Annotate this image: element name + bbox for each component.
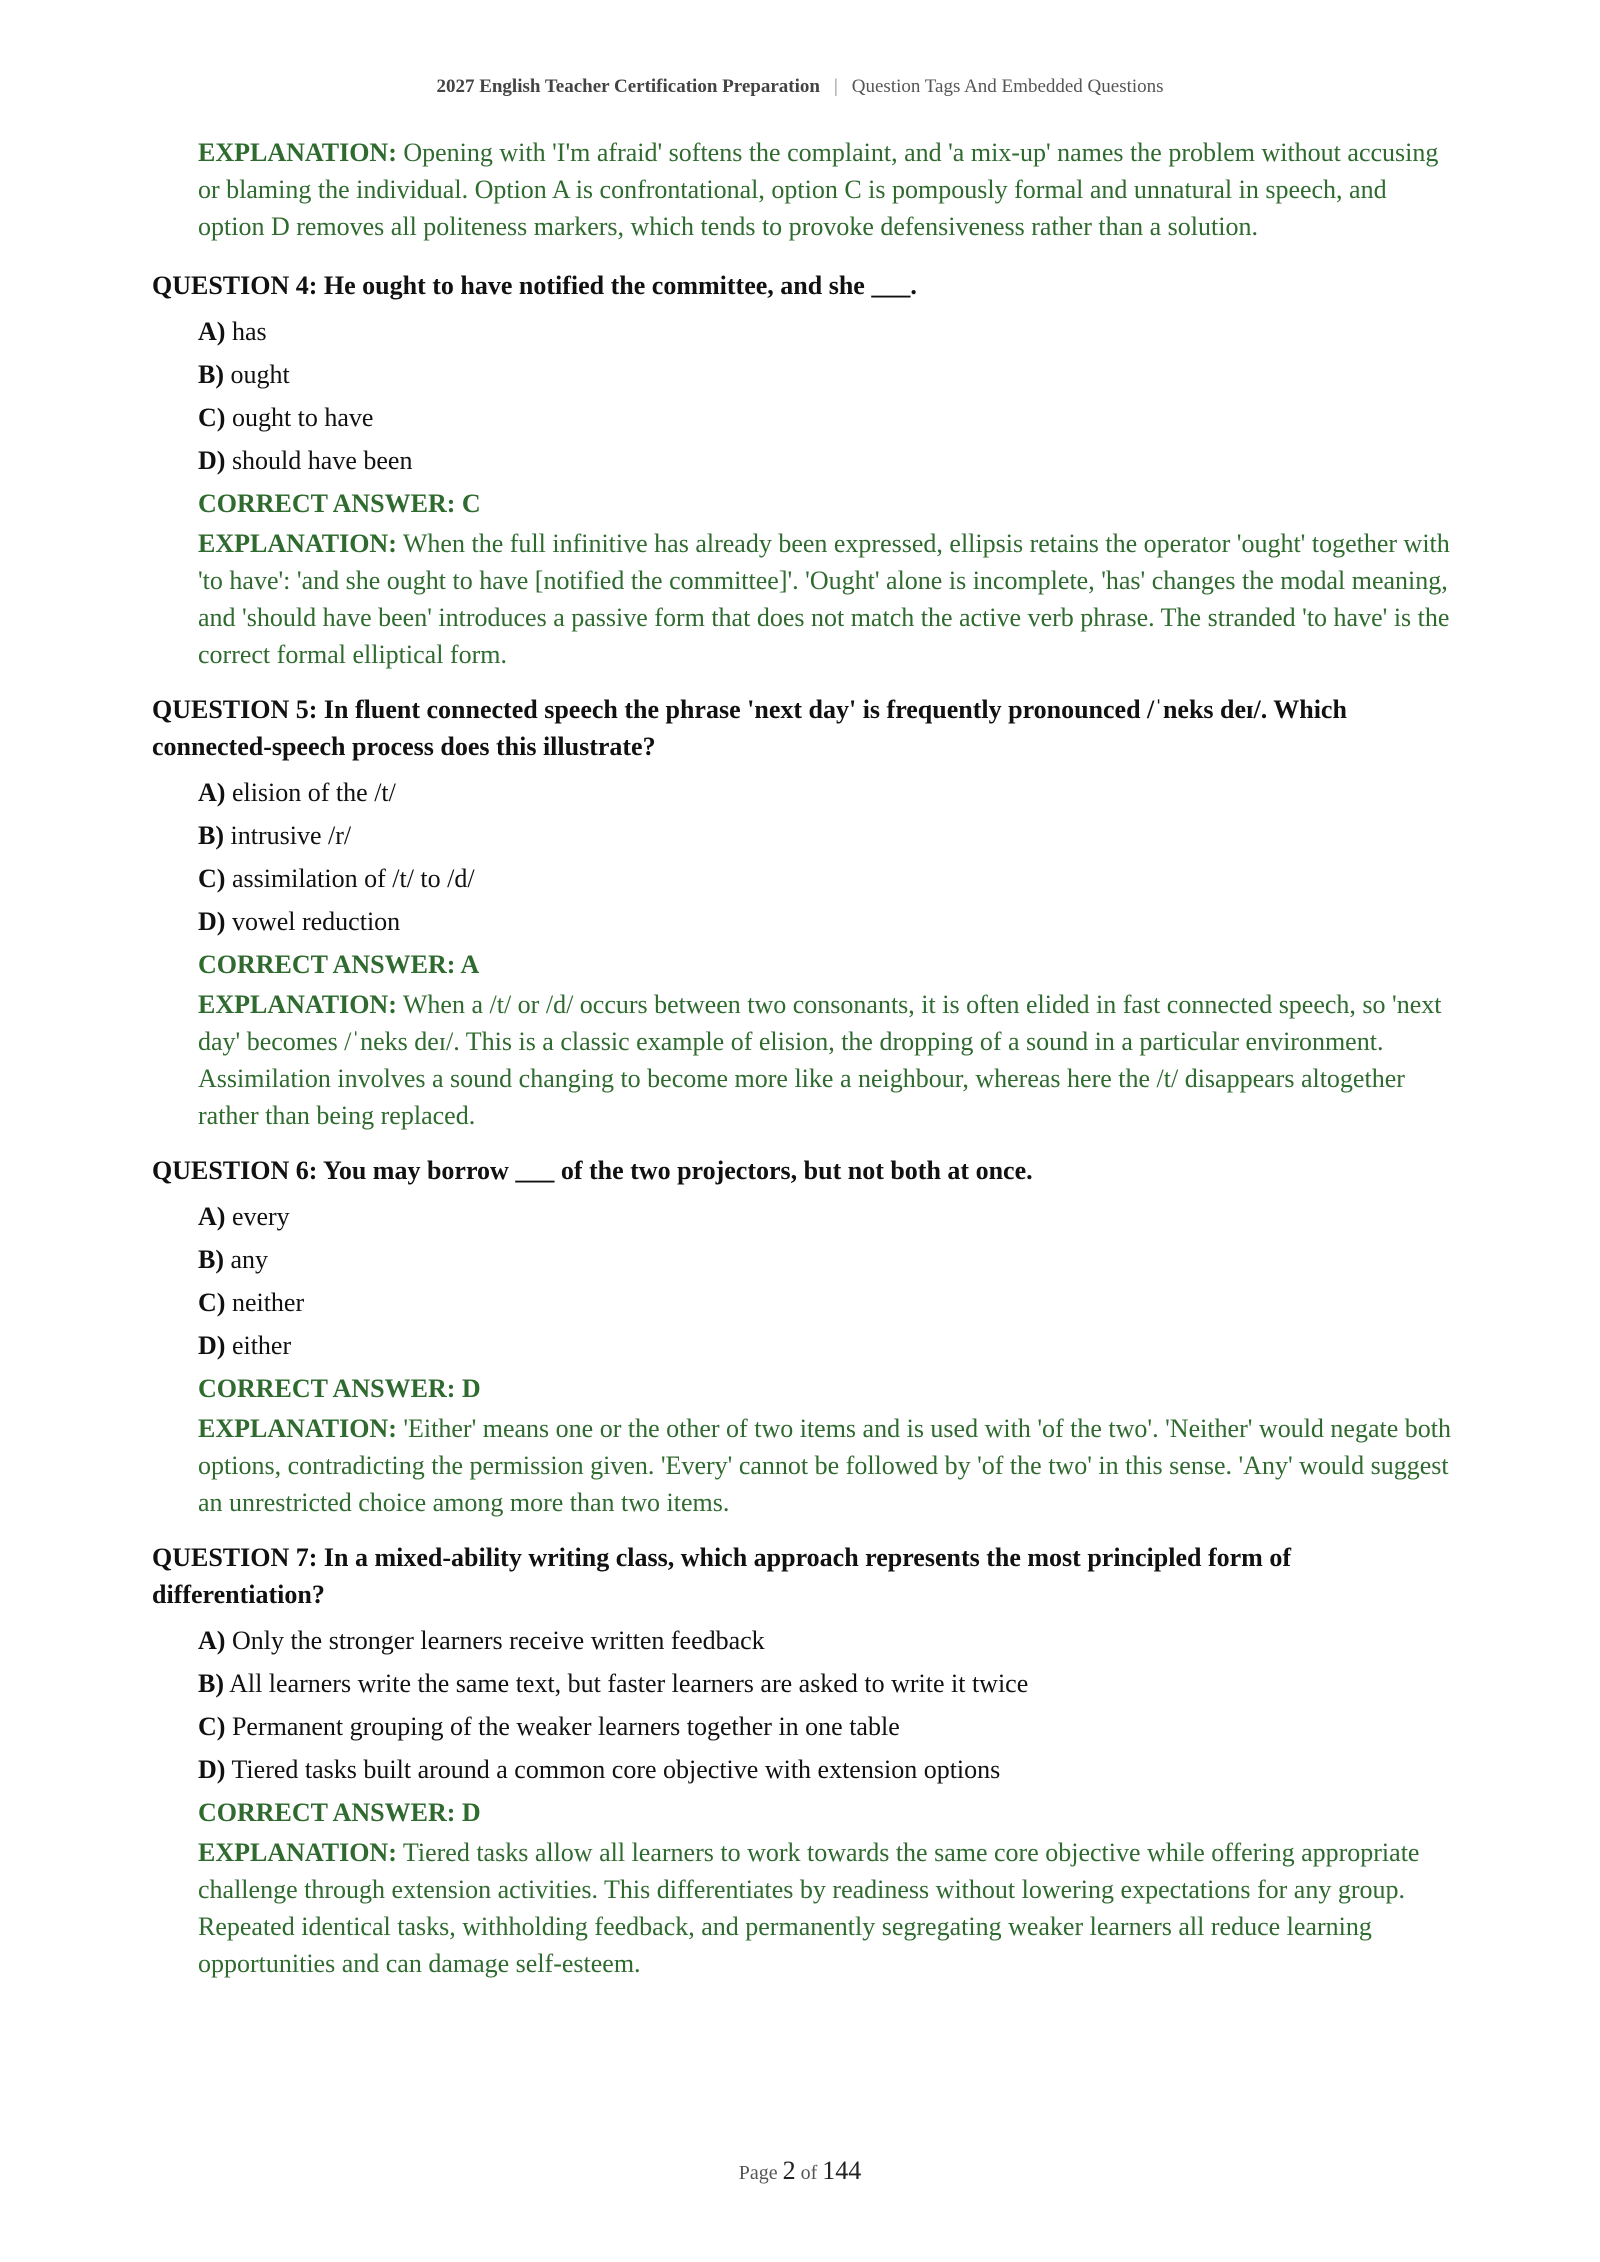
question-heading: QUESTION 6: You may borrow ___ of the two projectors, but not both at once. bbox=[152, 1156, 1033, 1185]
option-text: either bbox=[231, 1331, 292, 1360]
explanation-label: EXPLANATION: bbox=[198, 138, 397, 167]
option-letter: C) bbox=[198, 864, 226, 893]
option-text: ought to have bbox=[231, 403, 374, 432]
explanation-text: When a /t/ or /d/ occurs between two consonants, it is often elided in fast connected speech, so 'next day' becomes /ˈneks deɪ/. This is a classic example of elision, the dropping of a sound in a particular environment. Assimilation involves a sound changing to become more like a neighbour, whereas here the /t/ disappears altogether rather than being replaced. bbox=[198, 990, 1442, 1130]
options-list bbox=[198, 310, 1452, 482]
correct-answer: CORRECT ANSWER: D bbox=[198, 1374, 481, 1403]
running-header bbox=[0, 76, 1600, 98]
options-list bbox=[198, 771, 1452, 943]
option-text: assimilation of /t/ to /d/ bbox=[231, 864, 475, 893]
option-letter: B) bbox=[198, 1245, 224, 1274]
option-text: vowel reduction bbox=[231, 907, 401, 936]
option-text: has bbox=[231, 317, 267, 346]
option-a bbox=[198, 771, 1452, 814]
option-letter: B) bbox=[198, 1669, 224, 1698]
option-d bbox=[198, 900, 1452, 943]
intro-explanation bbox=[198, 134, 1452, 245]
option-c bbox=[198, 1281, 1452, 1324]
option-text: intrusive /r/ bbox=[230, 821, 352, 850]
page-content bbox=[152, 134, 1452, 1982]
section-title: Question Tags And Embedded Questions bbox=[851, 76, 1164, 97]
option-letter: A) bbox=[198, 1202, 226, 1231]
option-b bbox=[198, 1238, 1452, 1281]
option-letter: B) bbox=[198, 821, 224, 850]
correct-answer: CORRECT ANSWER: C bbox=[198, 489, 481, 518]
option-letter: D) bbox=[198, 907, 226, 936]
explanation-label: EXPLANATION: bbox=[198, 990, 397, 1019]
question-6 bbox=[152, 1152, 1452, 1521]
option-letter: D) bbox=[198, 1331, 226, 1360]
option-text: every bbox=[231, 1202, 290, 1231]
of-word: of bbox=[800, 2162, 818, 2184]
option-d bbox=[198, 439, 1452, 482]
option-letter: C) bbox=[198, 1288, 226, 1317]
total-pages: 144 bbox=[822, 2156, 862, 2185]
question-7 bbox=[152, 1539, 1452, 1982]
explanation-label: EXPLANATION: bbox=[198, 1414, 397, 1443]
option-text: any bbox=[230, 1245, 269, 1274]
page-footer bbox=[0, 2156, 1600, 2186]
option-letter: A) bbox=[198, 778, 226, 807]
question-4 bbox=[152, 267, 1452, 673]
option-text: All learners write the same text, but faster learners are asked to write it twice bbox=[229, 1669, 1029, 1698]
option-b bbox=[198, 1662, 1452, 1705]
option-d bbox=[198, 1324, 1452, 1367]
header-separator: | bbox=[833, 76, 838, 97]
explanation bbox=[198, 1834, 1452, 1982]
explanation-text: When the full infinitive has already been expressed, ellipsis retains the operator 'ought' together with 'to have': 'and she ought to have [notified the committee]'. 'Ought' alone is incomplete, 'has' changes the modal meaning, and 'should have been' introduces a passive form that does not match the active verb phrase. The stranded 'to have' is the correct formal elliptical form. bbox=[198, 529, 1450, 669]
option-b bbox=[198, 353, 1452, 396]
explanation bbox=[198, 525, 1452, 673]
options-list bbox=[198, 1619, 1452, 1791]
page-word: Page bbox=[738, 2162, 778, 2184]
option-text: neither bbox=[231, 1288, 305, 1317]
option-text: ought bbox=[230, 360, 290, 389]
explanation-text: Opening with 'I'm afraid' softens the complaint, and 'a mix-up' names the problem without accusing or blaming the individual. Option A is confrontational, option C is pompously formal and unnatural in speech, and option D removes all politeness markers, which tends to provoke defensiveness rather than a solution. bbox=[198, 138, 1439, 241]
option-letter: A) bbox=[198, 1626, 226, 1655]
option-letter: A) bbox=[198, 317, 226, 346]
explanation bbox=[198, 986, 1452, 1134]
option-text: Tiered tasks built around a common core objective with extension options bbox=[231, 1755, 1001, 1784]
option-a bbox=[198, 1195, 1452, 1238]
question-heading: QUESTION 5: In fluent connected speech the phrase 'next day' is frequently pronounced /ˈneks deɪ/. Which connected-speech process does this illustrate? bbox=[152, 695, 1347, 761]
explanation-label: EXPLANATION: bbox=[198, 529, 397, 558]
option-a bbox=[198, 1619, 1452, 1662]
question-5 bbox=[152, 691, 1452, 1134]
explanation-text: 'Either' means one or the other of two items and is used with 'of the two'. 'Neither' would negate both options, contradicting the permission given. 'Every' cannot be followed by 'of the two' in this sense. 'Any' would suggest an unrestricted choice among more than two items. bbox=[198, 1414, 1452, 1517]
option-text: should have been bbox=[231, 446, 413, 475]
option-letter: C) bbox=[198, 1712, 226, 1741]
question-heading: QUESTION 4: He ought to have notified the committee, and she ___. bbox=[152, 271, 917, 300]
option-c bbox=[198, 857, 1452, 900]
options-list bbox=[198, 1195, 1452, 1367]
explanation-text: Tiered tasks allow all learners to work towards the same core objective while offering appropriate challenge through extension activities. This differentiates by readiness without lowering expectations for any group. Repeated identical tasks, withholding feedback, and permanently segregating weaker learners all reduce learning opportunities and can damage self-esteem. bbox=[198, 1838, 1420, 1978]
explanation bbox=[198, 1410, 1452, 1521]
correct-answer: CORRECT ANSWER: D bbox=[198, 1798, 481, 1827]
page-number: 2 bbox=[782, 2156, 796, 2185]
option-c bbox=[198, 1705, 1452, 1748]
question-heading: QUESTION 7: In a mixed-ability writing class, which approach represents the most principled form of differentiation? bbox=[152, 1543, 1291, 1609]
document-title: 2027 English Teacher Certification Preparation bbox=[436, 76, 820, 97]
option-a bbox=[198, 310, 1452, 353]
option-letter: D) bbox=[198, 446, 226, 475]
explanation-label: EXPLANATION: bbox=[198, 1838, 397, 1867]
option-d bbox=[198, 1748, 1452, 1791]
correct-answer: CORRECT ANSWER: A bbox=[198, 950, 480, 979]
option-letter: B) bbox=[198, 360, 224, 389]
option-c bbox=[198, 396, 1452, 439]
option-letter: D) bbox=[198, 1755, 226, 1784]
option-b bbox=[198, 814, 1452, 857]
option-text: elision of the /t/ bbox=[231, 778, 396, 807]
option-text: Only the stronger learners receive written feedback bbox=[231, 1626, 765, 1655]
option-letter: C) bbox=[198, 403, 226, 432]
option-text: Permanent grouping of the weaker learners together in one table bbox=[231, 1712, 900, 1741]
